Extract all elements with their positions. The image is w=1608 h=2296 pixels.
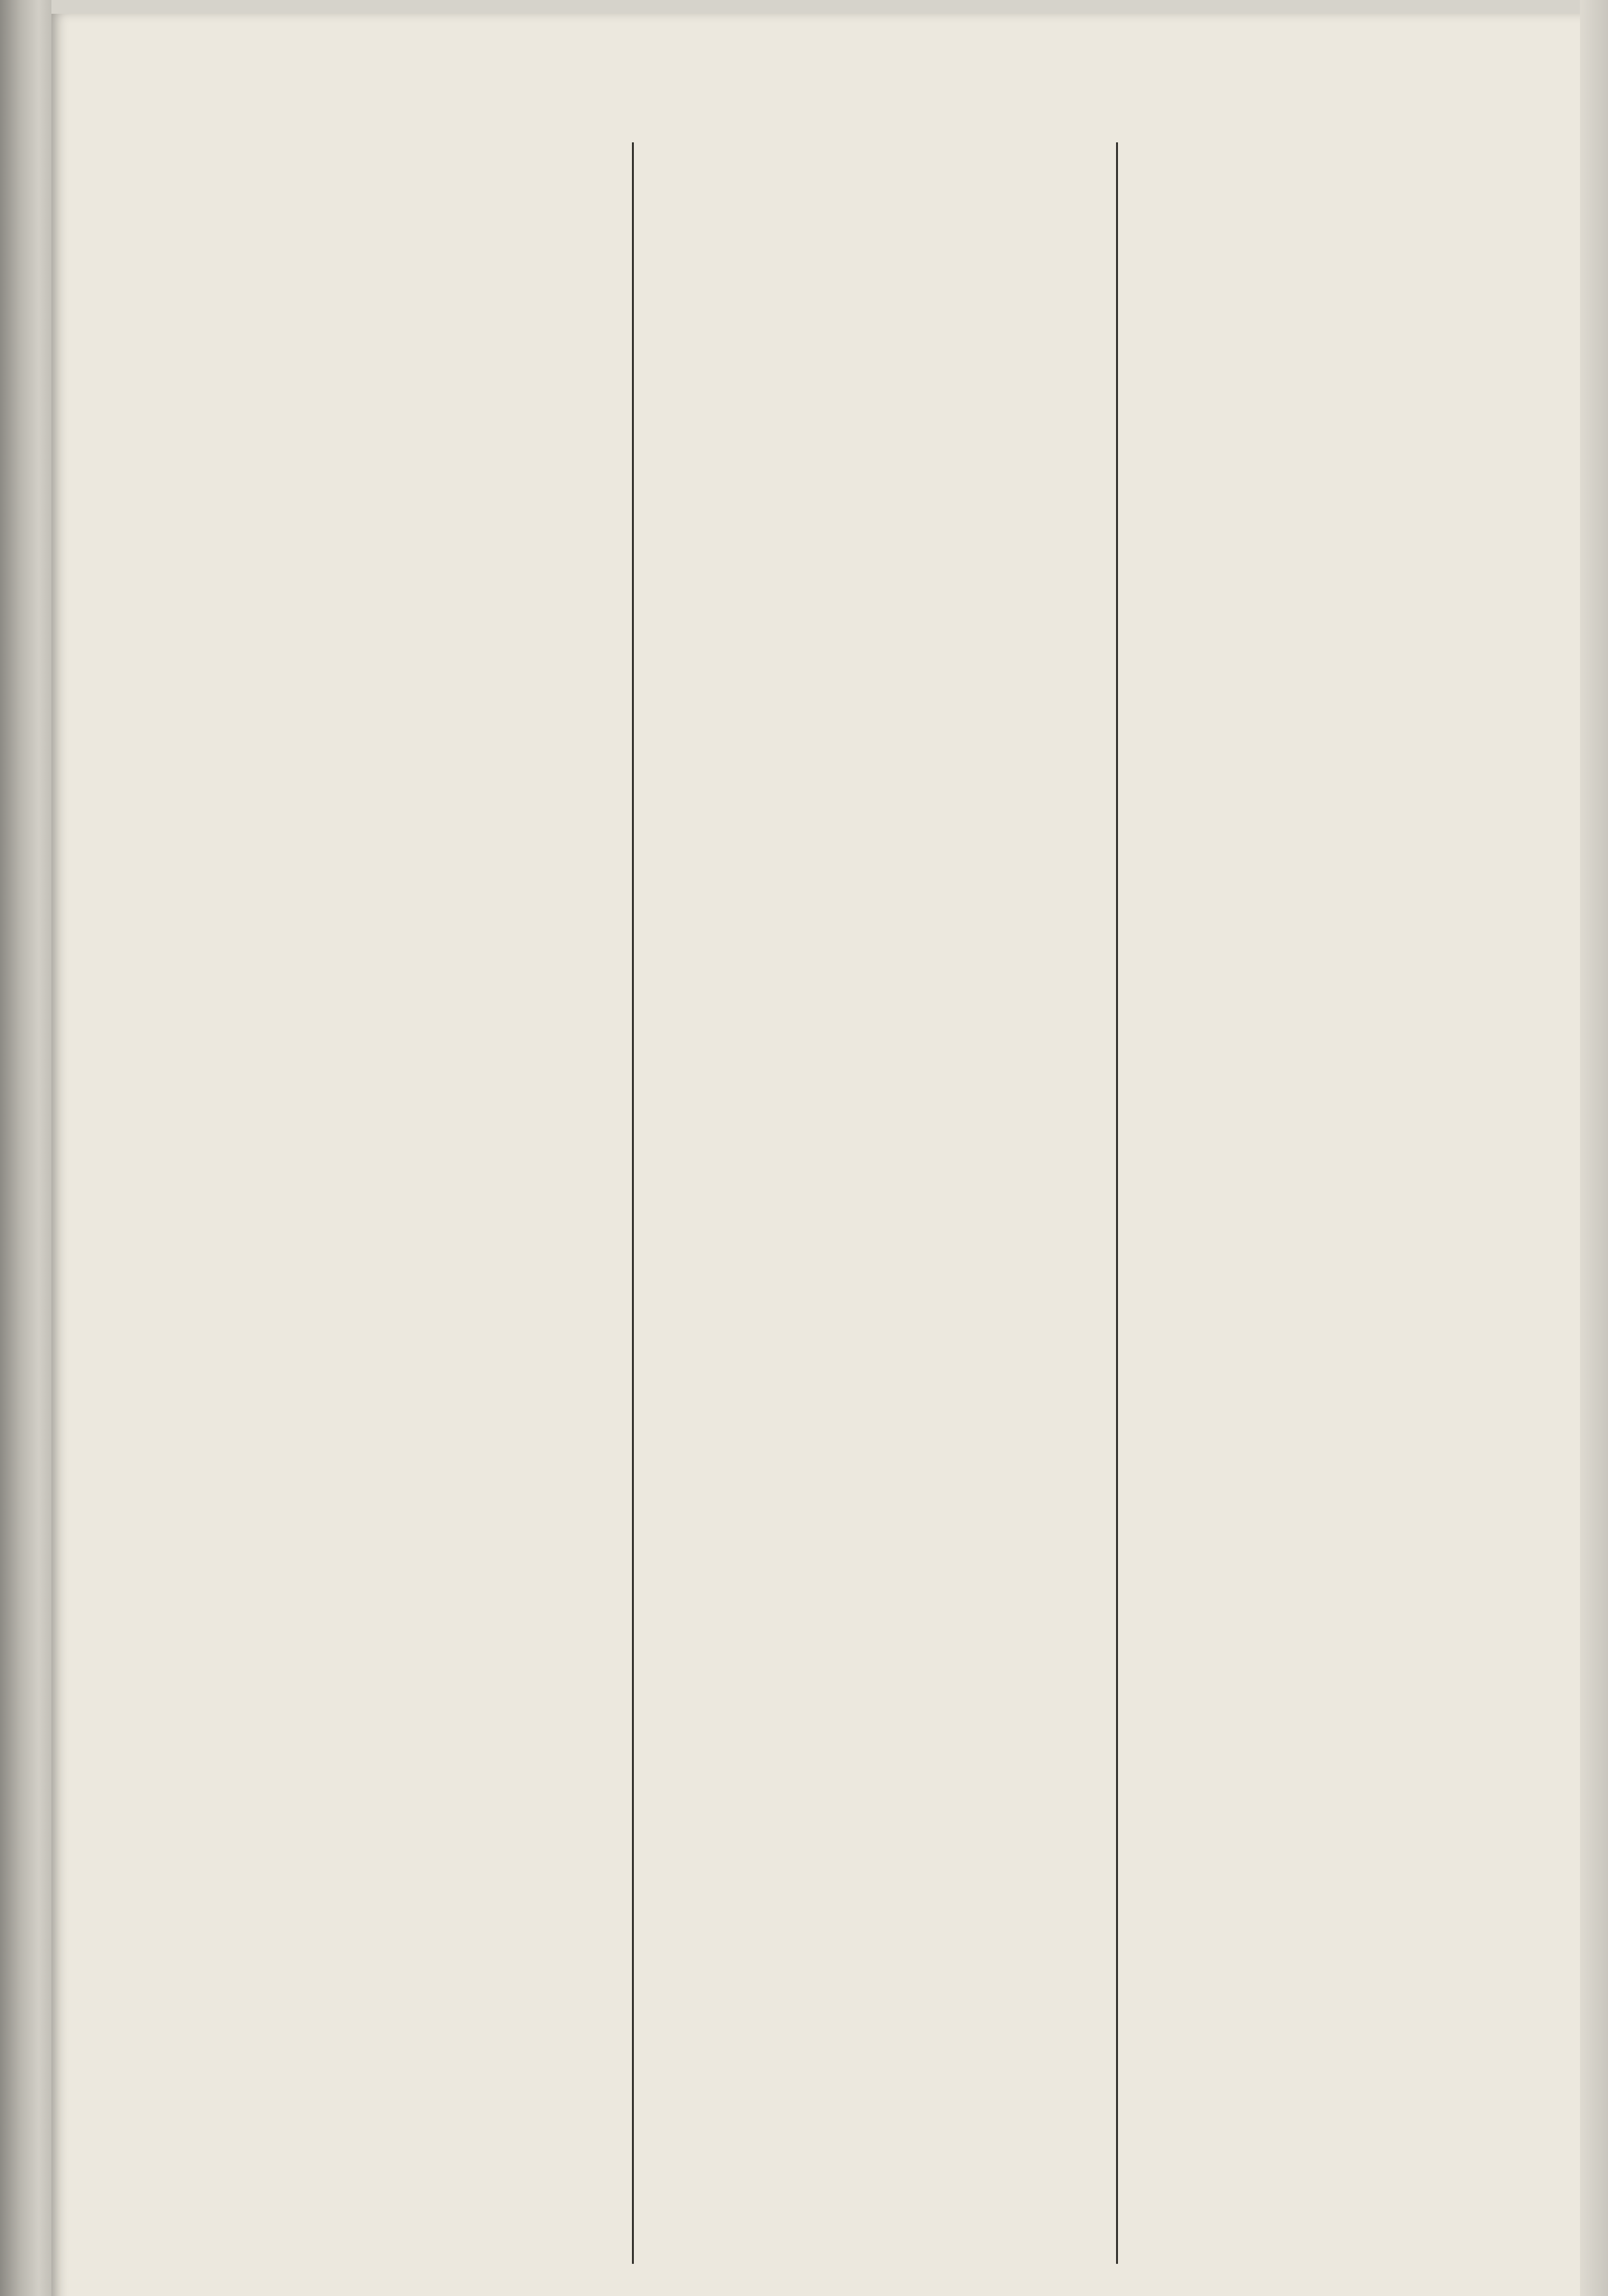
column-rule xyxy=(632,142,634,2264)
column-rule xyxy=(1116,142,1118,2264)
next-page-edge xyxy=(1580,0,1608,2296)
book-binding-shadow xyxy=(0,0,51,2296)
newspaper-page xyxy=(51,14,1608,2296)
